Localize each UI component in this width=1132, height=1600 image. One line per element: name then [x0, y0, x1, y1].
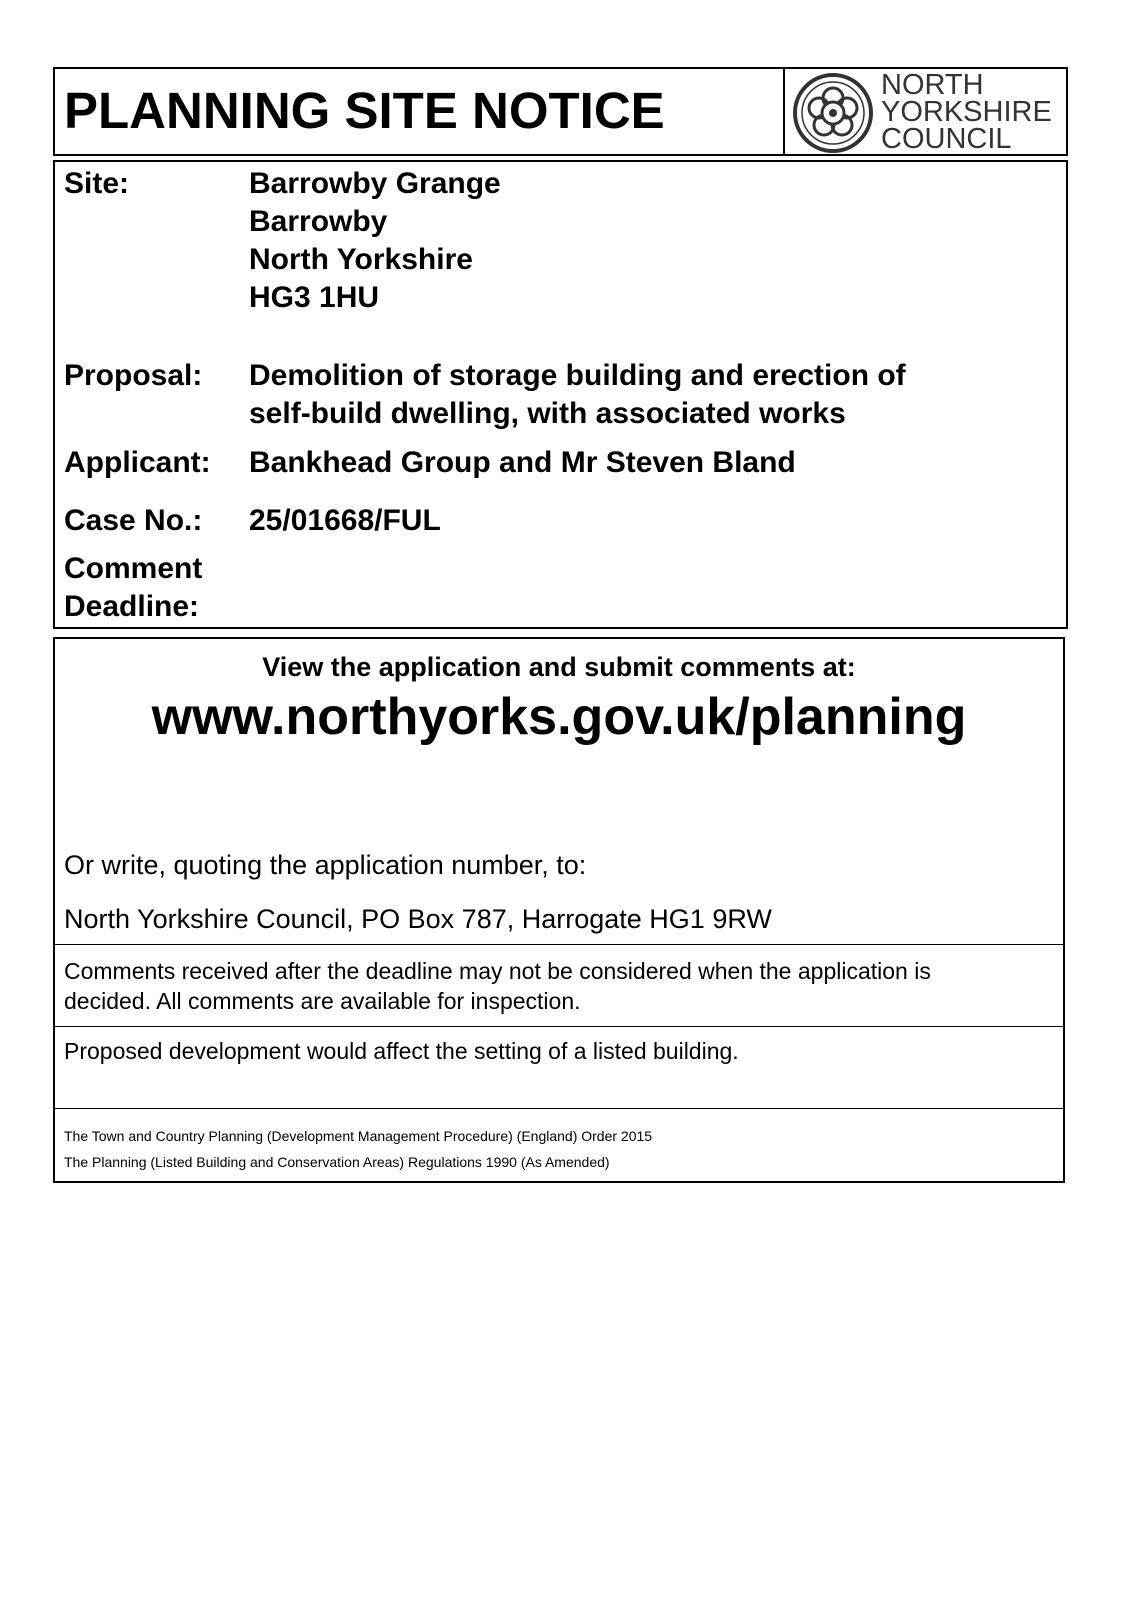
- divider: [55, 944, 1063, 945]
- site-line: Barrowby Grange: [249, 167, 501, 200]
- logo-line: NORTH: [881, 69, 984, 101]
- legal-line: The Town and Country Planning (Development Management Procedure) (England) Order 2015: [64, 1128, 653, 1144]
- logo-line: COUNCIL: [881, 123, 1012, 155]
- view-heading: View the application and submit comments at:: [262, 652, 856, 682]
- legal-line: The Planning (Listed Building and Conservation Areas) Regulations 1990 (As Amended): [64, 1154, 610, 1170]
- postal-address: North Yorkshire Council, PO Box 787, Harrogate HG1 9RW: [64, 904, 772, 934]
- case-label: Case No.:: [64, 504, 203, 537]
- site-line: HG3 1HU: [249, 281, 380, 314]
- deadline-note-line: decided. All comments are available for inspection.: [64, 988, 581, 1014]
- application-details: [53, 160, 1068, 629]
- divider: [55, 1026, 1063, 1027]
- comment-info: [53, 637, 1065, 1183]
- logo-line: YORKSHIRE: [881, 96, 1052, 128]
- deadline-label: Comment: [64, 552, 203, 585]
- site-line: Barrowby: [249, 205, 388, 238]
- applicant-label: Applicant:: [64, 446, 211, 479]
- proposal-line: self-build dwelling, with associated works: [249, 397, 846, 430]
- site-line: North Yorkshire: [249, 243, 473, 276]
- applicant-value: Bankhead Group and Mr Steven Bland: [249, 446, 796, 479]
- website-link[interactable]: www.northyorks.gov.uk/planning: [151, 688, 967, 746]
- divider: [55, 1108, 1063, 1109]
- deadline-note: [64, 956, 931, 1016]
- deadline-label: Deadline:: [64, 590, 200, 623]
- council-logo: [789, 71, 1065, 155]
- notice-title: PLANNING SITE NOTICE: [64, 82, 665, 139]
- listed-building-note: Proposed development would affect the setting of a listed building.: [64, 1038, 739, 1064]
- logo-text: [881, 69, 1052, 155]
- proposal-label: Proposal:: [64, 359, 203, 392]
- deadline-note-line: Comments received after the deadline may not be considered when the application is: [64, 958, 931, 984]
- header-divider: [783, 69, 785, 154]
- proposal-line: Demolition of storage building and erection of: [249, 359, 906, 392]
- site-label: Site:: [64, 167, 130, 200]
- yorkshire-rose-icon: [789, 71, 879, 155]
- case-value: 25/01668/FUL: [249, 504, 441, 537]
- write-instructions: Or write, quoting the application number, to:: [64, 850, 587, 880]
- notice-header: [53, 67, 1068, 156]
